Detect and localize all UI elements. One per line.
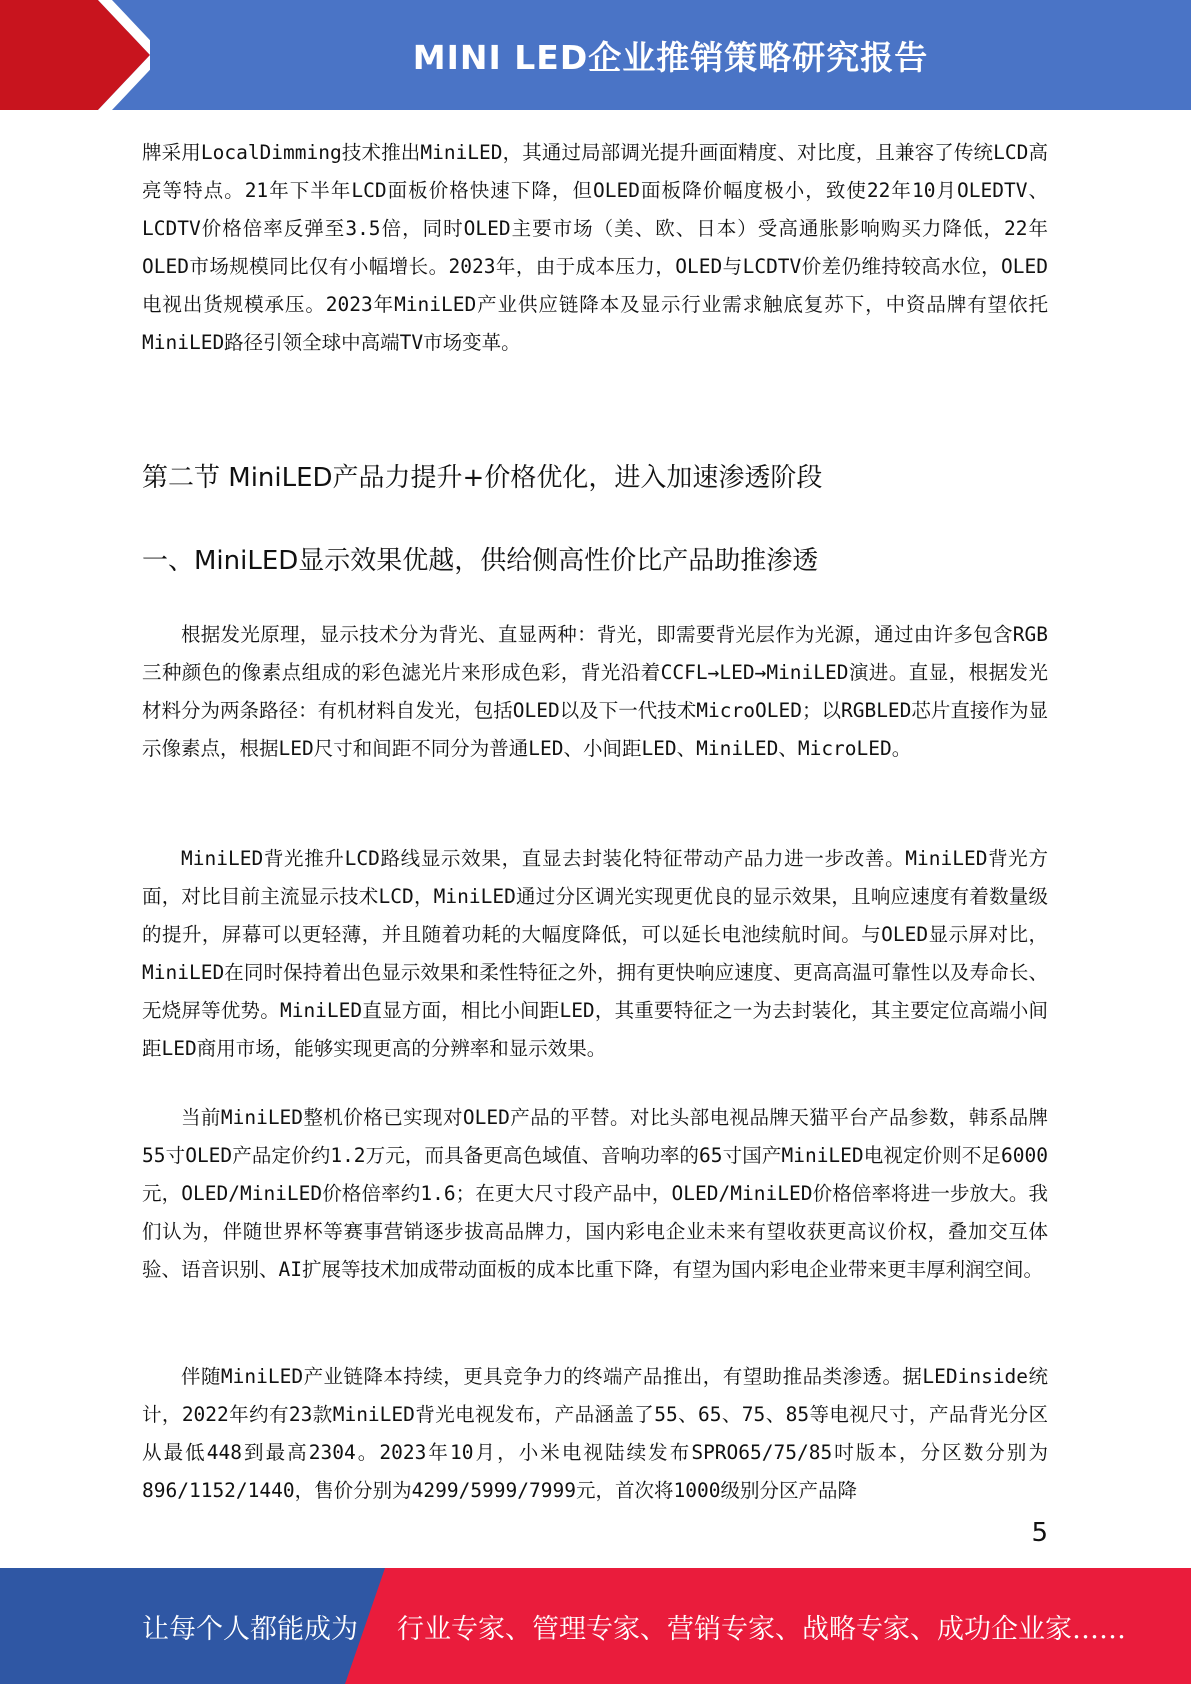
page-number: 5 — [1031, 1518, 1048, 1548]
body-paragraph: 伴随MiniLED产业链降本持续，更具竞争力的终端产品推出，有望助推品类渗透。据LEDinside统计，2022年约有23款MiniLED背光电视发布，产品涵盖了55、65、75、85等电视尺寸，产品背光分区从最低448到最高2304。2023年10月，小米电视陆续发布SPRO65/75/85吋版本，分区数分别为896/1152/1440，售价分别为4299/5999/7999元，首次将1000级别分区产品降 — [142, 1365, 1048, 1502]
page-header — [0, 0, 1191, 110]
sub-heading: 一、MiniLED显示效果优越，供给侧高性价比产品助推渗透 — [142, 546, 819, 576]
section-heading: 第二节 MiniLED产品力提升+价格优化，进入加速渗透阶段 — [142, 463, 823, 493]
header-arrow-decoration — [0, 0, 150, 110]
paragraph-block-1 — [142, 616, 1048, 768]
intro-paragraph: 牌采用LocalDimming技术推出MiniLED，其通过局部调光提升画面精度、对比度，且兼容了传统LCD高亮等特点。21年下半年LCD面板价格快速下降，但OLED面板降价幅度极小，致使22年10月OLEDTV、LCDTV价格倍率反弹至3.5倍，同时OLED主要市场（美、欧、日本）受高通胀影响购买力降低，22年OLED市场规模同比仅有小幅增长。2023年，由于成本压力，OLED与LCDTV价差仍维持较高水位，OLED电视出货规模承压。2023年MiniLED产业供应链降本及显示行业需求触底复苏下，中资品牌有望依托MiniLED路径引领全球中高端TV市场变革。 — [142, 141, 1048, 354]
paragraph-block-4 — [142, 1358, 1048, 1510]
report-title: MINI LED企业推销策略研究报告 — [412, 37, 929, 77]
paragraph-block-3 — [142, 1099, 1048, 1289]
page-footer — [0, 1568, 1191, 1684]
body-paragraph: MiniLED背光推升LCD路线显示效果，直显去封装化特征带动产品力进一步改善。MiniLED背光方面，对比目前主流显示技术LCD，MiniLED通过分区调光实现更优良的显示效果，且响应速度有着数量级的提升，屏幕可以更轻薄，并且随着功耗的大幅度降低，可以延长电池续航时间。与OLED显示屏对比，MiniLED在同时保持着出色显示效果和柔性特征之外，拥有更快响应速度、更高高温可靠性以及寿命长、无烧屏等优势。MiniLED直显方面，相比小间距LED，其重要特征之一为去封装化，其主要定位高端小间距LED商用市场，能够实现更高的分辨率和显示效果。 — [142, 847, 1048, 1060]
footer-slogan-left: 让每个人都能成为 — [142, 1613, 358, 1645]
paragraph-block-2 — [142, 840, 1048, 1068]
body-paragraph: 根据发光原理，显示技术分为背光、直显两种：背光，即需要背光层作为光源，通过由许多包含RGB三种颜色的像素点组成的彩色滤光片来形成色彩，背光沿着CCFL→LED→MiniLED演进。直显，根据发光材料分为两条路径：有机材料自发光，包括OLED以及下一代技术MicroOLED；以RGBLED芯片直接作为显示像素点，根据LED尺寸和间距不同分为普通LED、小间距LED、MiniLED、MicroLED。 — [142, 623, 1048, 760]
intro-paragraph-block — [142, 134, 1048, 362]
footer-slogan-right: 行业专家、管理专家、营销专家、战略专家、成功企业家…… — [397, 1613, 1126, 1645]
body-paragraph: 当前MiniLED整机价格已实现对OLED产品的平替。对比头部电视品牌天猫平台产品参数，韩系品牌55寸OLED产品定价约1.2万元，而具备更高色域值、音响功率的65寸国产MiniLED电视定价则不足6000元，OLED/MiniLED价格倍率约1.6；在更大尺寸段产品中，OLED/MiniLED价格倍率将进一步放大。我们认为，伴随世界杯等赛事营销逐步拔高品牌力，国内彩电企业未来有望收获更高议价权，叠加交互体验、语音识别、AI扩展等技术加成带动面板的成本比重下降，有望为国内彩电企业带来更丰厚利润空间。 — [142, 1106, 1048, 1281]
